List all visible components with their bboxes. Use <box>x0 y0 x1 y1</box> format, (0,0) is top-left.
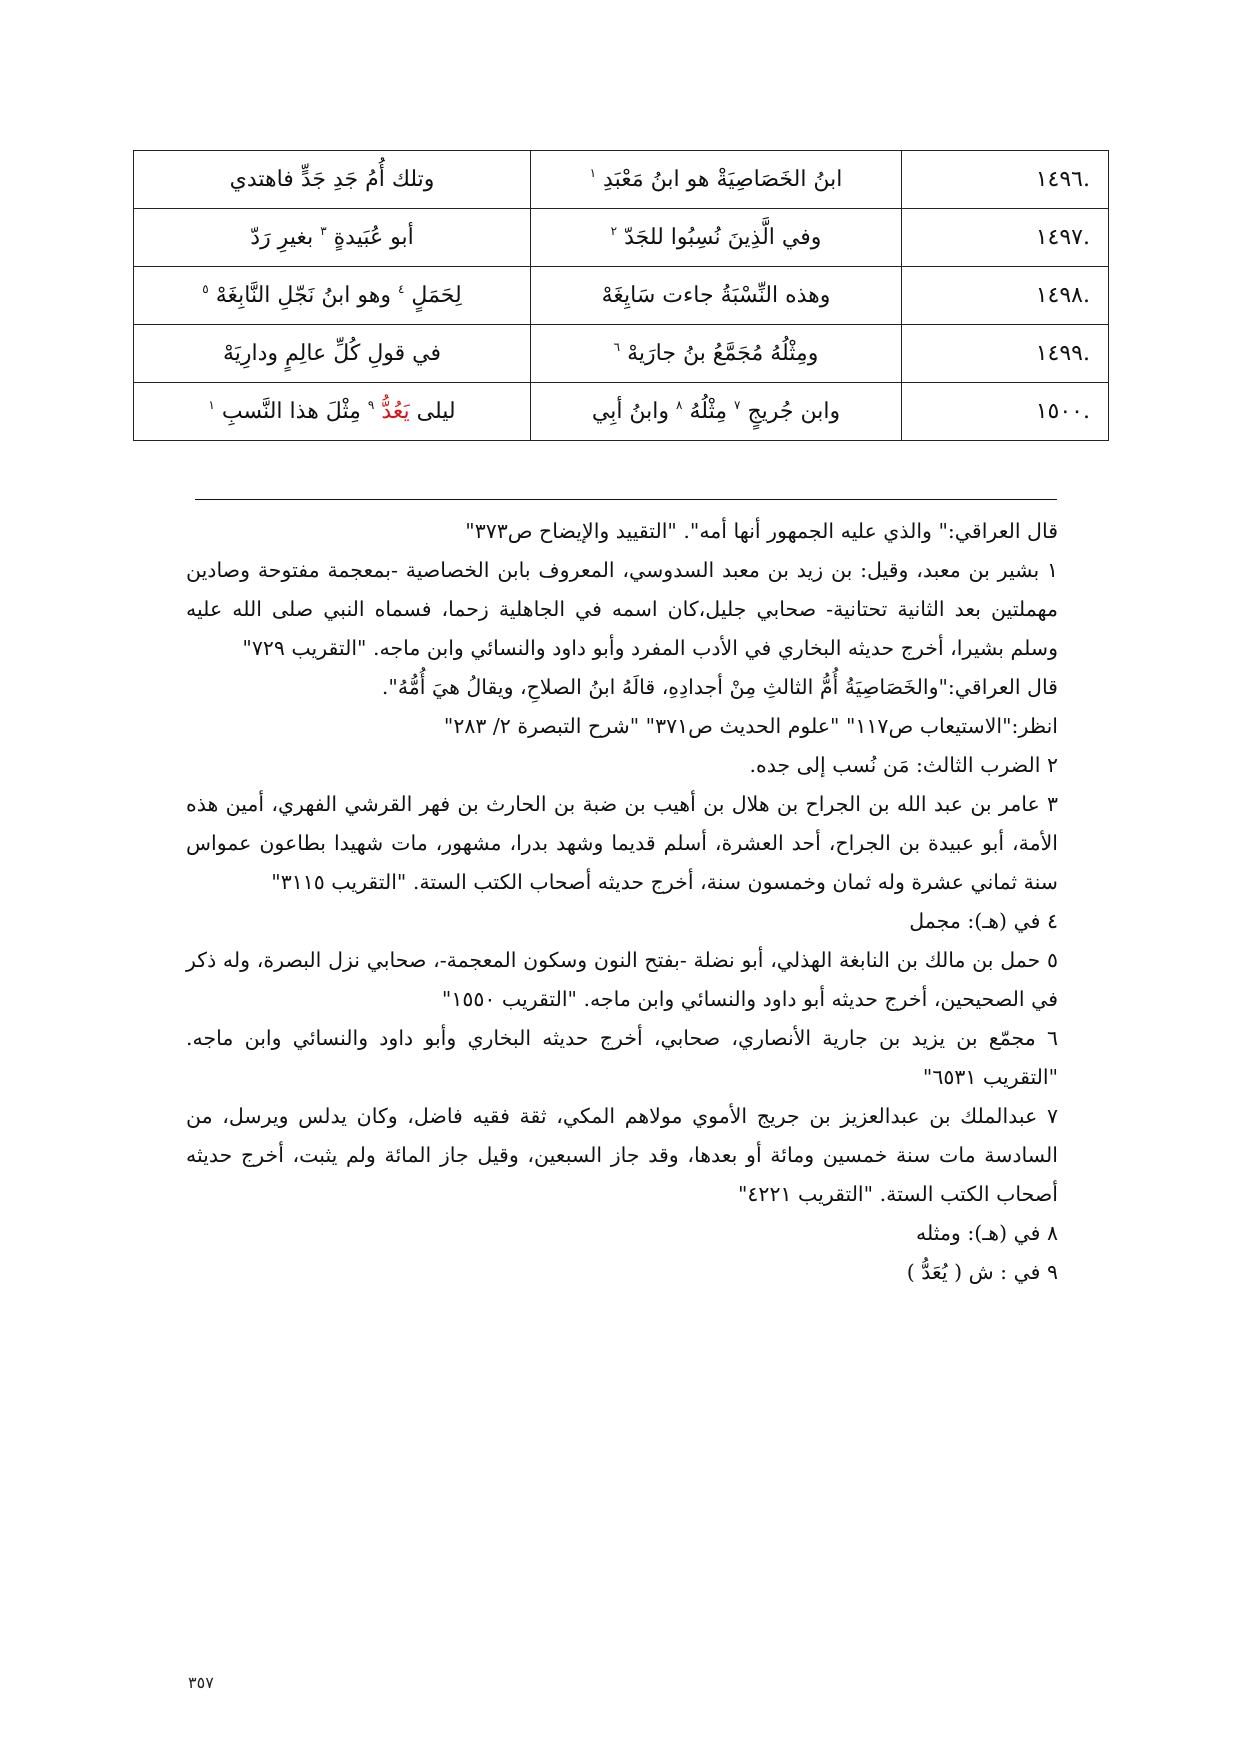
footnote-marker: ٤ <box>397 282 405 296</box>
page-number: ٣٥٧ <box>188 1673 214 1692</box>
verse-number: .١٥٠٠ <box>902 383 1109 441</box>
footnotes <box>186 512 1058 1292</box>
footnote-text: ٦ مجمّع بن يزيد بن جارية الأنصاري، صحابي، أخرج حديثه البخاري وأبو داود والنسائي وابن ماجه. "التقريب ٦٥٣١" <box>186 1026 1058 1089</box>
verse-row <box>134 151 1109 209</box>
verse-second-hemistich: أبو عُبَيدةٍ $^٣$ بغيرِ رَدّ <box>134 209 531 267</box>
footnote-text: ٧ عبدالملك بن عبدالعزيز بن جريج الأموي مولاهم المكي، ثقة فقيه فاضل، وكان يدلس ويرسل، من السادسة مات سنة خمسين ومائة أو بعدها، وقد جاز السبعين، وقيل جاز المائة ولم يثبت، أخرج حديثه أصحاب الكتب الستة. "التقريب ٤٢٢١" <box>186 1104 1058 1206</box>
footnote-marker: ٣ <box>320 224 327 238</box>
footnote-marker: ٢ <box>610 224 618 238</box>
footnote-marker: ١ <box>589 166 597 180</box>
verse-first-hemistich: وهذه النِّسْبَةُ جاءت سَايِغَهْ <box>531 267 902 325</box>
verse-row <box>134 383 1109 441</box>
footnote-text: ٣ عامر بن عبد الله بن الجراح بن هلال بن أهيب بن ضبة بن الحارث بن فهر القرشي الفهري، أمين هذه الأمة، أبو عبيدة بن الجراح، أحد العشرة، أسلم قديما وشهد بدرا، مشهور، مات شهيدا بطاعون عمواس سنة ثماني عشرة وله ثمان وخمسون سنة، أخرج حديثه أصحاب الكتب الستة. "التقريب ٣١١٥" <box>186 792 1058 894</box>
verse-row <box>134 325 1109 383</box>
verse-number: .١٤٩٧ <box>902 209 1109 267</box>
footnote-separator <box>195 499 1057 500</box>
footnote-text: ٥ حمل بن مالك بن النابغة الهذلي، أبو نضلة -بفتح النون وسكون المعجمة-، صحابي نزل البصرة، وله ذكر في الصحيحين، أخرج حديثه أبو داود والنسائي وابن ماجه. "التقريب ١٥٥٠" <box>186 948 1058 1011</box>
verse-table <box>133 150 1109 441</box>
verse-number: .١٤٩٩ <box>902 325 1109 383</box>
verse-first-hemistich: وابن جُريجٍ $^٧$ مِثْلُهُ $^٨$ وابنُ أبِي <box>531 383 902 441</box>
verse-second-hemistich: وتلك أُمُ جَدِ جَدٍّ فاهتدي <box>134 151 531 209</box>
verse-number: .١٤٩٦ <box>902 151 1109 209</box>
footnote-marker: ١ <box>208 398 215 412</box>
verse-first-hemistich: وفي الَّذِينَ نُسِبُوا للجَدّ $^٢$ <box>531 209 902 267</box>
footnote-text: ٨ في (هـ): ومثله <box>915 1221 1058 1245</box>
footnote-marker: ٥ <box>202 282 209 296</box>
footnote-marker: ٩ <box>367 398 375 412</box>
verse-number: .١٤٩٨ <box>902 267 1109 325</box>
verse-row <box>134 209 1109 267</box>
footnote-text: قال العراقي:" والذي عليه الجمهور أنها أمه". "التقييد والإيضاح ص٣٧٣" <box>465 519 1058 543</box>
highlighted-word: يَعُدُّ <box>381 399 410 424</box>
footnote-marker: ٨ <box>676 398 683 412</box>
verse-first-hemistich: ومِثْلُهُ مُجَمَّعُ بنُ جارَيهْ $^٦$ <box>531 325 902 383</box>
footnote-marker: ٦ <box>613 340 621 354</box>
footnote-text: ٢ الضرب الثالث: مَن نُسب إلى جده. <box>749 753 1058 777</box>
footnote-text: انظر:"الاستيعاب ص١١٧" "علوم الحديث ص٣٧١" "شرح التبصرة ٢/ ٢٨٣" <box>443 714 1058 738</box>
verse-second-hemistich: لِحَمَلٍ $^٤$ وهو ابنُ نَجّلِ النَّابِغَهْ $^٥$ <box>134 267 531 325</box>
verse-second-hemistich: ليلى يَعُدُّ $^٩$ مِثْلَ هذا النَّسبِ $^١$ <box>134 383 531 441</box>
verse-row <box>134 267 1109 325</box>
footnote-text: ٤ في (هـ): مجمل <box>909 909 1058 933</box>
footnote-text: قال العراقي:"والخَصَاصِيَةُ أُمُّ الثالثِ مِنْ أجدادِهِ، قالَهُ ابنُ الصلاحِ، ويقالُ هيَ أُمُّهُ". <box>381 675 1058 699</box>
verse-second-hemistich: في قولِ كُلِّ عالِمٍ ودارِيَهْ <box>134 325 531 383</box>
footnote-text: ٩ في : ش ( يُعَدُّ ) <box>906 1260 1058 1284</box>
verse-first-hemistich: ابنُ الخَصَاصِيَةْ هو ابنُ مَعْبَدِ $^١$ <box>531 151 902 209</box>
footnote-marker: ٧ <box>734 398 741 412</box>
footnote-text: ١ بشير بن معبد، وقيل: بن زيد بن معبد السدوسي، المعروف بابن الخصاصية -بمعجمة مفتوحة وصادين مهملتين بعد الثانية تحتانية- صحابي جليل،كان اسمه في الجاهلية زحما، فسماه النبي صلى الله عليه وسلم بشيرا، أخرج حديثه البخاري في الأدب المفرد وأبو داود والنسائي وابن ماجه. "التقريب ٧٢٩" <box>186 558 1058 660</box>
